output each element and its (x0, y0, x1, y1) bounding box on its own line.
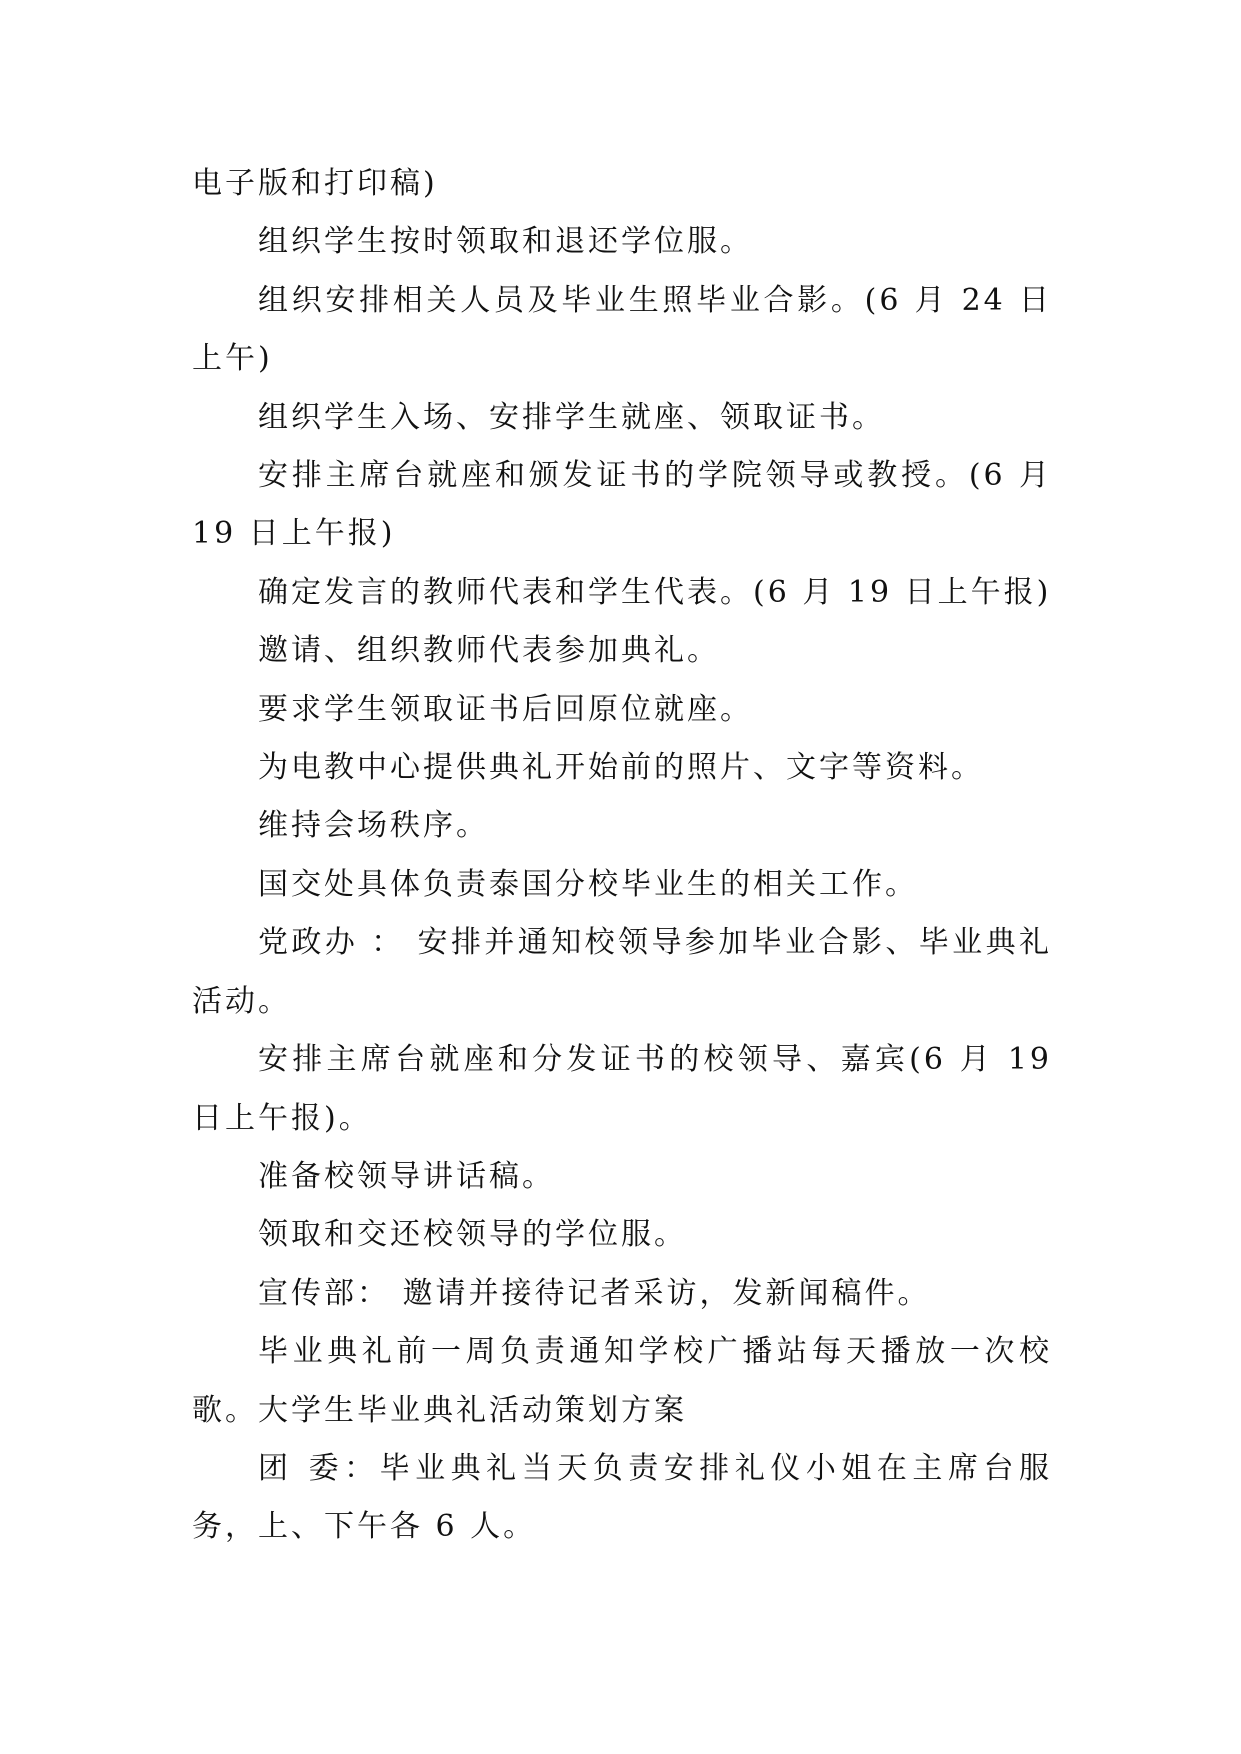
paragraph: 准备校领导讲话稿。 (258, 1158, 555, 1194)
paragraph: 为电教中心提供典礼开始前的照片、文字等资料。 (258, 750, 984, 786)
paragraph: 维持会场秩序。 (258, 808, 489, 844)
paragraph: 要求学生领取证书后回原位就座。 (258, 691, 753, 727)
paragraph: 组织学生入场、安排学生就座、领取证书。 (258, 399, 885, 435)
paragraph: 组织学生按时领取和退还学位服。 (258, 224, 753, 260)
paragraph: 团 委：毕业典礼当天负责安排礼仪小姐在主席台服务，上、下午各 6 人。 (192, 1450, 1052, 1545)
paragraph: 组织安排相关人员及毕业生照毕业合影。(6 月 24 日上午) (192, 282, 1052, 377)
paragraph: 宣传部： 邀请并接待记者采访，发新闻稿件。 (258, 1275, 931, 1311)
paragraph: 党政办 ： 安排并通知校领导参加毕业合影、毕业典礼活动。 (192, 925, 1052, 1019)
paragraph: 领取和交还校领导的学位服。 (258, 1217, 687, 1253)
paragraph: 确定发言的教师代表和学生代表。(6 月 19 日上午报) (258, 574, 1052, 610)
paragraph: 邀请、组织教师代表参加典礼。 (258, 633, 720, 669)
document-body (192, 155, 1052, 1557)
paragraph: 安排主席台就座和分发证书的校领导、嘉宾(6 月 19 日上午报)。 (192, 1042, 1052, 1136)
paragraph: 电子版和打印稿) (192, 166, 438, 201)
paragraph: 毕业典礼前一周负责通知学校广播站每天播放一次校歌。大学生毕业典礼活动策划方案 (192, 1334, 1052, 1428)
paragraph: 安排主席台就座和颁发证书的学院领导或教授。(6 月 19 日上午报) (192, 458, 1052, 552)
paragraph: 国交处具体负责泰国分校毕业生的相关工作。 (258, 866, 918, 902)
